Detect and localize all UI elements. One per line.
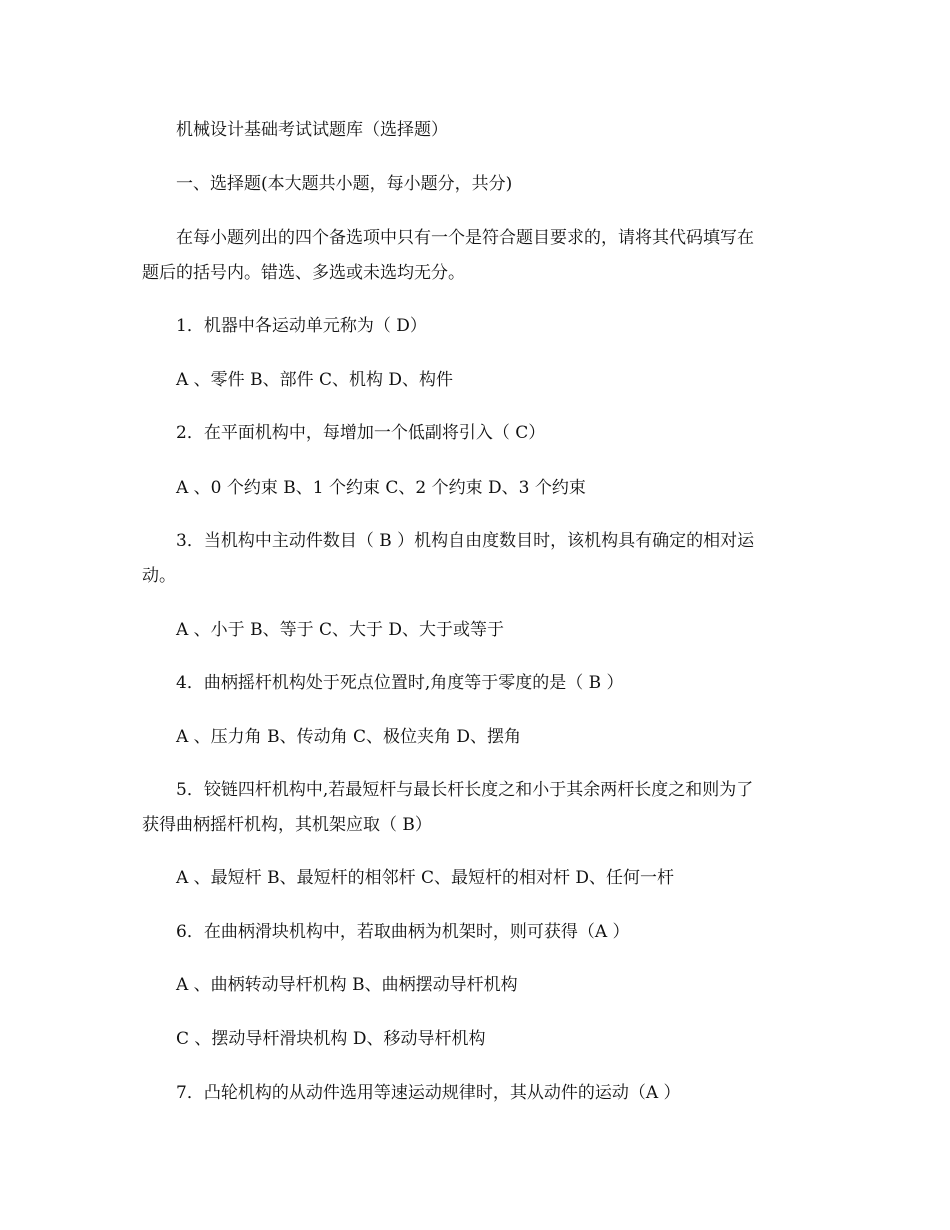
question-3-options: A 、小于 B、等于 C、大于 D、大于或等于: [176, 620, 505, 640]
question-2-stem: 2．在平面机构中，每增加一个低副将引入（ C）: [176, 423, 546, 443]
question-2-options: A 、0 个约束 B、1 个约束 C、2 个约束 D、3 个约束: [176, 478, 586, 498]
question-4-options: A 、压力角 B、传动角 C、极位夹角 D、摆角: [176, 727, 522, 747]
question-3-stem-continued: 动。: [142, 566, 176, 586]
question-6-options-line-2: C 、摆动导杆滑块机构 D、移动导杆机构: [176, 1029, 486, 1049]
document-title: 机械设计基础考试试题库（选择题）: [176, 120, 448, 140]
question-5-stem: 5．铰链四杆机构中,若最短杆与最长杆长度之和小于其余两杆长度之和则为了: [176, 780, 754, 800]
question-5-stem-continued: 获得曲柄摇杆机构，其机架应取（ B）: [142, 815, 432, 835]
question-6-options-line-1: A 、曲柄转动导杆机构 B、曲柄摆动导杆机构: [176, 975, 518, 995]
question-1-stem: 1．机器中各运动单元称为（ D）: [176, 316, 427, 336]
question-6-stem: 6．在曲柄滑块机构中，若取曲柄为机架时，则可获得（A ）: [176, 922, 630, 942]
instruction-line-1: 在每小题列出的四个备选项中只有一个是符合题目要求的，请将其代码填写在: [176, 228, 754, 248]
question-3-stem: 3．当机构中主动件数目（ B ）机构自由度数目时，该机构具有确定的相对运: [176, 531, 755, 551]
section-heading: 一、选择题(本大题共小题，每小题分，共分): [176, 174, 513, 194]
question-7-stem: 7．凸轮机构的从动件选用等速运动规律时，其从动件的运动（A ）: [176, 1083, 681, 1103]
question-1-options: A 、零件 B、部件 C、机构 D、构件: [176, 370, 454, 390]
instruction-line-2: 题后的括号内。错选、多选或未选均无分。: [142, 263, 465, 283]
question-5-options: A 、最短杆 B、最短杆的相邻杆 C、最短杆的相对杆 D、任何一杆: [176, 868, 675, 888]
question-4-stem: 4．曲柄摇杆机构处于死点位置时,角度等于零度的是（ B ）: [176, 673, 624, 693]
